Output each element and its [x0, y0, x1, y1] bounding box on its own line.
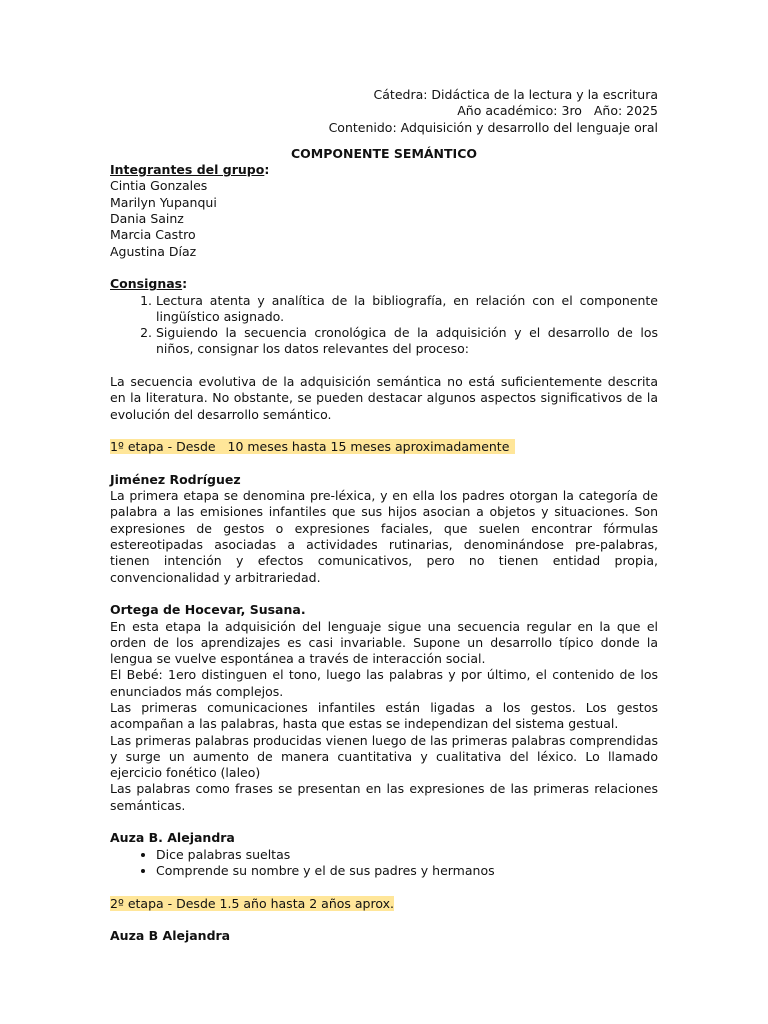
group-member: Agustina Díaz [110, 243, 197, 259]
document-body [110, 87, 658, 944]
consigna-item: 2. Siguiendo la secuencia cronológica de la adquisición y el desarrollo de los niños, consignar los datos relevantes del proceso: [156, 325, 658, 358]
author-auza-2: Auza B Alejandra [110, 928, 231, 944]
author-auza: Auza B. Alejandra [110, 830, 235, 846]
stage2-heading-text: 2º etapa - Desde 1.5 año hasta 2 años aprox. [110, 895, 394, 911]
group-member: Marilyn Yupanqui [110, 194, 217, 210]
group-member: Dania Sainz [110, 211, 184, 227]
document-header [110, 87, 658, 136]
consignas-colon: : [182, 276, 188, 292]
author-jimenez: Jiménez Rodríguez [110, 471, 241, 487]
list-item: • Dice palabras sueltas [156, 847, 658, 863]
stage1-heading [110, 439, 658, 455]
group-colon: : [264, 162, 270, 178]
ortega-paragraph: Las palabras como frases se presentan en las expresiones de las primeras relaciones semánticas. [110, 781, 658, 813]
author-ortega: Ortega de Hocevar, Susana. [110, 602, 306, 618]
stage2-heading [110, 896, 658, 912]
consigna-item: 1. Lectura atenta y analítica de la bibliografía, en relación con el componente lingüístico asignado. [156, 293, 658, 326]
consignas-list [110, 293, 658, 358]
jimenez-paragraph: La primera etapa se denomina pre-léxica, y en ella los padres otorgan la categoría de palabra a las emisiones infantiles que sus hijos asocian a objetos y situaciones. Son expresiones de gestos o expresiones faciales, que suelen encontrar fórmulas estereotipadas asociadas a actividades rutinarias, denominándose pre-palabras, tienen intención y efectos comunicativos, pero no tienen entidad propia, convencionalidad y arbitrariedad. [110, 488, 658, 585]
ortega-paragraph: Las primeras palabras producidas vienen luego de las primeras palabras comprendidas y surge un aumento de manera cuantitativa y cualitativa del léxico. Lo llamado ejercicio fonético (laleo) [110, 732, 658, 781]
intro-paragraph: La secuencia evolutiva de la adquisición semántica no está suficientemente descrita en la literatura. No obstante, se pueden destacar algunos aspectos significativos de la evolución del desarrollo semántico. [110, 374, 658, 422]
consignas-heading [110, 276, 658, 292]
group-member: Marcia Castro [110, 227, 196, 243]
group-section [110, 162, 658, 260]
header-catedra: Cátedra: Didáctica de la lectura y la escritura [373, 87, 658, 102]
ortega-paragraph: El Bebé: 1ero distinguen el tono, luego las palabras y por último, el contenido de los enunciados más complejos. [110, 667, 658, 699]
stage1-heading-text: 1º etapa - Desde 10 meses hasta 15 meses aproximadamente [110, 439, 515, 454]
group-heading [110, 162, 658, 178]
header-contenido: Contenido: Adquisición y desarrollo del lenguaje oral [328, 119, 658, 135]
auza-list [110, 847, 658, 880]
list-item: • Comprende su nombre y el de sus padres y hermanos [156, 863, 658, 879]
header-anio: Año académico: 3ro Año: 2025 [457, 103, 658, 119]
page-title: COMPONENTE SEMÁNTICO [291, 145, 477, 161]
consignas-section [110, 276, 658, 357]
ortega-paragraph: En esta etapa la adquisición del lenguaje sigue una secuencia regular en la que el orden de los aprendizajes es casi invariable. Supone un desarrollo típico donde la lengua se vuelve espontánea a través de interacción social. [110, 618, 658, 667]
group-member: Cintia Gonzales [110, 178, 208, 194]
consignas-label: Consignas [110, 276, 183, 292]
ortega-paragraph: Las primeras comunicaciones infantiles están ligadas a los gestos. Los gestos acompañan a las palabras, hasta que estas se independizan del sistema gestual. [110, 699, 658, 732]
group-label: Integrantes del grupo [110, 162, 265, 178]
